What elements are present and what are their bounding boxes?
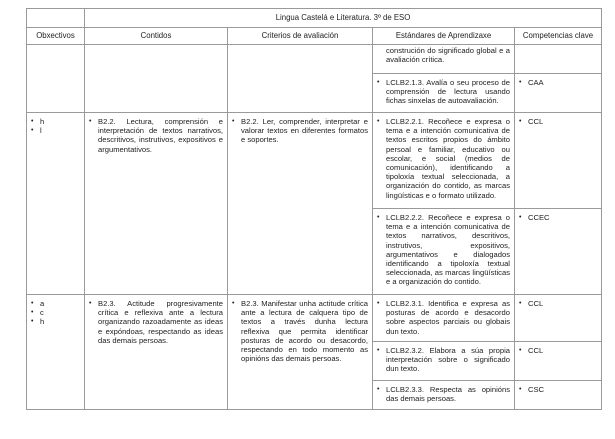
- objectives-cell: [27, 295, 85, 410]
- standard-cell: [373, 45, 515, 74]
- standard-continuation: construción do significado global e a avaliación crítica.: [386, 46, 510, 65]
- standard-cell: [373, 74, 515, 113]
- standard-2-2-1: • LCLB2.2.1. Recoñece e expresa o tema e a intención comunicativa de textos escritos propios do ámbito persoal e familiar, educativo ou escolar, e social (medios de comunicación), identificando a tipoloxía textual seleccionada, a organización do contido, as marcas lingüísticas e o formato utilizado.: [377, 117, 510, 200]
- objective-item: • a: [31, 299, 80, 308]
- contents-cell: [85, 45, 228, 113]
- contents-cell: [85, 113, 228, 295]
- criteria-cell: [228, 113, 373, 295]
- objective-item: • h: [31, 117, 80, 126]
- criteria-cell: [228, 45, 373, 113]
- standard-2-3-2: • LCLB2.3.2. Elabora a súa propia interpretación sobre o significado dun texto.: [377, 346, 510, 374]
- competence-cell: [515, 74, 602, 113]
- column-header-row: [27, 28, 602, 45]
- criterion-b2-3: • B2.3. Manifestar unha actitude crítica ante a lectura de calquera tipo de textos a través dunha lectura reflexiva que permita identificar posturas de acordo ou desacordo, respectando en todo momento as opinións das demais persoas.: [232, 299, 368, 363]
- competence-2-3-1: • CCL: [519, 299, 597, 308]
- standard-2-3-3: • LCLB2.3.3. Respecta as opinións das demais persoas.: [377, 385, 510, 403]
- competence-cell: [515, 342, 602, 381]
- competence-cell: [515, 209, 602, 295]
- standard-2-1-3: • LCLB2.1.3. Avalía o seu proceso de comprensión de lectura usando fichas sinxelas de autoavaliación.: [377, 78, 510, 106]
- empty-header-cell: [27, 9, 85, 28]
- competence-2-3-2: • CCL: [519, 346, 597, 355]
- header-competences: Competencias clave: [515, 28, 602, 45]
- objective-item: • c: [31, 308, 80, 317]
- competence-cell: [515, 381, 602, 410]
- standard-cell: [373, 113, 515, 209]
- header-objectives: Obxectivos: [27, 28, 85, 45]
- table-row: [27, 45, 602, 74]
- competence-cell: [515, 113, 602, 209]
- content-b2-2: • B2.2. Lectura, comprensión e interpretación de textos narrativos, descritivos, instrutivos, expositivos e argumentativos.: [89, 117, 223, 154]
- competence-2-1-3: • CAA: [519, 78, 597, 87]
- objective-item: • l: [31, 126, 80, 135]
- standard-cell: [373, 342, 515, 381]
- standard-cell: [373, 381, 515, 410]
- contents-cell: [85, 295, 228, 410]
- curriculum-table: [26, 8, 602, 410]
- table-title: Lingua Castelá e Literatura. 3º de ESO: [85, 9, 602, 28]
- competence-2-3-3: • CSC: [519, 385, 597, 394]
- table-title-row: [27, 9, 602, 28]
- standard-2-2-2: • LCLB2.2.2. Recoñece e expresa o tema e a intención comunicativa de textos narrativos, descritivos, instrutivos, expositivos, argumentativos e dialogados identificando a tipoloxía textual seleccionada, as marcas lingüísticas e a organización do contido.: [377, 213, 510, 287]
- criterion-b2-2: • B2.2. Ler, comprender, interpretar e valorar textos en diferentes formatos e soportes.: [232, 117, 368, 145]
- competence-cell: [515, 45, 602, 74]
- objectives-cell: [27, 113, 85, 295]
- objective-item: • h: [31, 317, 80, 326]
- table-row: [27, 113, 602, 209]
- header-contents: Contidos: [85, 28, 228, 45]
- standard-cell: [373, 209, 515, 295]
- header-standards: Estándares de Aprendizaxe: [373, 28, 515, 45]
- criteria-cell: [228, 295, 373, 410]
- competence-2-2-2: • CCEC: [519, 213, 597, 222]
- competence-cell: [515, 295, 602, 342]
- standard-cell: [373, 295, 515, 342]
- competence-2-2-1: • CCL: [519, 117, 597, 126]
- standard-2-3-1: • LCLB2.3.1. Identifica e expresa as posturas de acordo e desacordo sobre aspectos parciais ou globais dun texto.: [377, 299, 510, 336]
- objectives-cell: [27, 45, 85, 113]
- table-row: [27, 295, 602, 342]
- header-criteria: Criterios de avaliación: [228, 28, 373, 45]
- content-b2-3: • B2.3. Actitude progresivamente crítica e reflexiva ante a lectura organizando razoadamente as ideas e expóndoas, respectando as ideas das demais persoas.: [89, 299, 223, 345]
